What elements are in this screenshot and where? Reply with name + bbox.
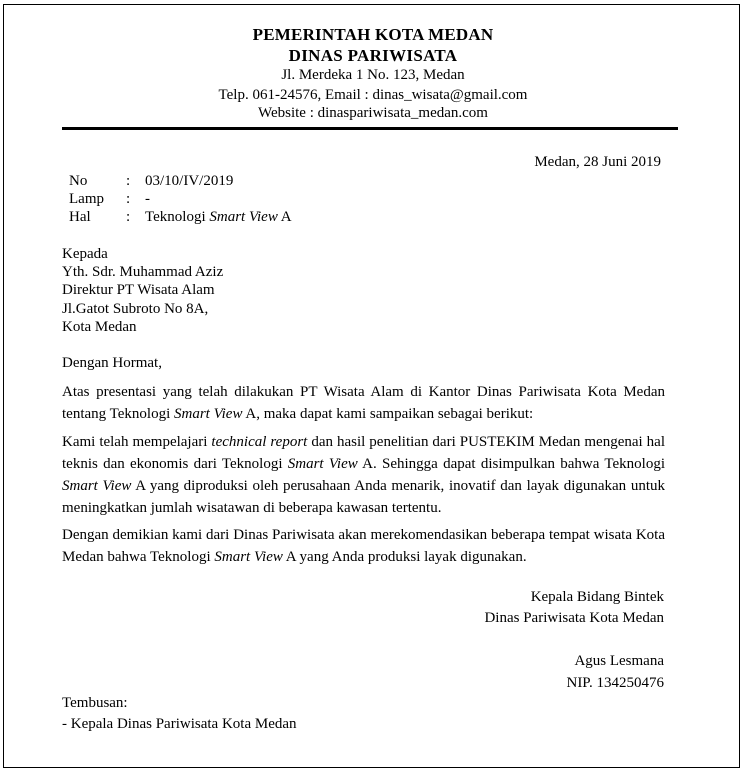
letterhead-website: Website : dinaspariwisata_medan.com	[258, 105, 488, 121]
body-paragraph-3: Dengan demikian kami dari Dinas Pariwisata akan merekomendasikan beberapa tempat wisata Kota Medan bahwa Teknologi Smart View A yang Anda produksi layak digunakan.	[62, 527, 665, 565]
letter-date: Medan, 28 Juni 2019	[534, 154, 661, 170]
signature-nip: NIP. 134250476	[566, 675, 664, 691]
meta-no-value: 03/10/IV/2019	[145, 173, 234, 189]
body-paragraph-1: Atas presentasi yang telah dilakukan PT Wisata Alam di Kantor Dinas Pariwisata Kota Medan tentang Teknologi Smart View A, maka dapat kami sampaikan sebagai berikut:	[62, 384, 665, 422]
recipient-line-1: Kepada	[62, 246, 108, 262]
cc-label: Tembusan:	[62, 695, 128, 711]
signature-name: Agus Lesmana	[574, 653, 664, 669]
meta-no-label: No	[69, 173, 88, 189]
letterhead-government: PEMERINTAH KOTA MEDAN	[252, 25, 494, 44]
meta-lamp-label: Lamp	[69, 191, 104, 207]
letterhead-address: Jl. Merdeka 1 No. 123, Medan	[281, 67, 465, 83]
recipient-line-5: Kota Medan	[62, 319, 137, 335]
body-paragraph-2: Kami telah mempelajari technical report dan hasil penelitian dari PUSTEKIM Medan mengenai hal teknis dan ekonomis dari Teknologi Smart View A. Sehingga dapat disimpulkan bahwa Teknologi Smart View A yang diproduksi oleh perusahaan Anda menarik, inovatif dan layak digunakan untuk meningkatkan jumlah wisatawan di beberapa kawasan tertentu.	[62, 434, 666, 516]
letterhead-contact: Telp. 061-24576, Email : dinas_wisata@gmail.com	[218, 87, 528, 103]
meta-hal-value: Teknologi Smart View A	[145, 209, 292, 225]
recipient-line-2: Yth. Sdr. Muhammad Aziz	[62, 264, 224, 280]
meta-hal-label: Hal	[69, 209, 91, 225]
signature-position-2: Dinas Pariwisata Kota Medan	[484, 610, 664, 626]
recipient-line-3: Direktur PT Wisata Alam	[62, 282, 215, 298]
recipient-line-4: Jl.Gatot Subroto No 8A,	[62, 301, 209, 317]
greeting: Dengan Hormat,	[62, 355, 162, 371]
letterhead-divider	[62, 127, 678, 130]
meta-hal-colon: :	[126, 209, 131, 225]
signature-position-1: Kepala Bidang Bintek	[530, 589, 664, 605]
meta-lamp-colon: :	[126, 191, 131, 207]
meta-lamp-value: -	[145, 191, 150, 207]
meta-no-colon: :	[126, 173, 131, 189]
cc-item: - Kepala Dinas Pariwisata Kota Medan	[62, 716, 297, 732]
letterhead-department: DINAS PARIWISATA	[288, 46, 458, 65]
